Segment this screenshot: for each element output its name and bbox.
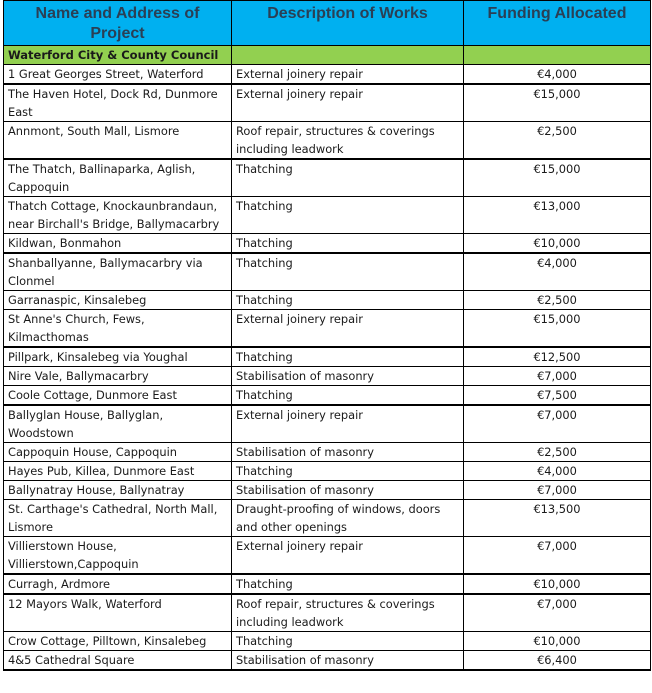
project-name: St Anne's Church, Fews, Kilmacthomas <box>4 310 232 348</box>
table-row <box>4 84 651 122</box>
funding-amount: €7,000 <box>464 405 651 443</box>
project-name: Ballyglan House, Ballyglan, Woodstown <box>4 405 232 443</box>
header-description: Description of Works <box>232 1 464 46</box>
project-name: Ballynatray House, Ballynatray <box>4 481 232 500</box>
table-row <box>4 386 651 406</box>
funding-amount: €6,400 <box>464 651 651 671</box>
works-description: Draught-proofing of windows, doors and other openings <box>232 500 464 537</box>
project-name: Crow Cottage, Pilltown, Kinsalebeg <box>4 632 232 651</box>
project-name: Villierstown House, Villierstown,Cappoquin <box>4 537 232 575</box>
works-description: Thatching <box>232 234 464 254</box>
funding-amount: €13,000 <box>464 197 651 234</box>
project-name: The Thatch, Ballinaparka, Aglish, Cappoquin <box>4 159 232 197</box>
table-row <box>4 651 651 671</box>
table-row <box>4 481 651 500</box>
project-name: Shanballyanne, Ballymacarbry via Clonmel <box>4 253 232 291</box>
works-description: External joinery repair <box>232 84 464 122</box>
funding-amount: €7,000 <box>464 367 651 386</box>
table-row <box>4 462 651 481</box>
table-row <box>4 574 651 594</box>
funding-amount: €2,500 <box>464 291 651 310</box>
funding-amount: €4,000 <box>464 253 651 291</box>
table-row <box>4 253 651 291</box>
works-description: Stabilisation of masonry <box>232 443 464 462</box>
header-row <box>4 1 651 46</box>
table-row <box>4 594 651 632</box>
project-name: Pillpark, Kinsalebeg via Youghal <box>4 347 232 367</box>
table-row <box>4 632 651 651</box>
table-row <box>4 234 651 254</box>
works-description: Stabilisation of masonry <box>232 367 464 386</box>
funding-amount: €10,000 <box>464 574 651 594</box>
project-name: Coole Cottage, Dunmore East <box>4 386 232 406</box>
funding-amount: €12,500 <box>464 347 651 367</box>
project-name: 12 Mayors Walk, Waterford <box>4 594 232 632</box>
works-description: External joinery repair <box>232 537 464 575</box>
funding-amount: €15,000 <box>464 310 651 348</box>
works-description: Thatching <box>232 386 464 406</box>
header-funding: Funding Allocated <box>464 1 651 46</box>
funding-amount: €13,500 <box>464 500 651 537</box>
project-name: Thatch Cottage, Knockaunbrandaun, near Birchall's Bridge, Ballymacarbry <box>4 197 232 234</box>
project-name: Curragh, Ardmore <box>4 574 232 594</box>
table-row <box>4 65 651 85</box>
works-description: Thatching <box>232 574 464 594</box>
project-name: Nire Vale, Ballymacarbry <box>4 367 232 386</box>
works-description: External joinery repair <box>232 405 464 443</box>
project-name: Annmont, South Mall, Lismore <box>4 122 232 160</box>
works-description: Thatching <box>232 197 464 234</box>
project-name: Kildwan, Bonmahon <box>4 234 232 254</box>
header-name-address: Name and Address of Project <box>4 1 232 46</box>
funding-amount: €4,000 <box>464 462 651 481</box>
funding-amount: €7,000 <box>464 537 651 575</box>
table-row <box>4 197 651 234</box>
table-row <box>4 367 651 386</box>
project-name: 1 Great Georges Street, Waterford <box>4 65 232 85</box>
works-description: External joinery repair <box>232 310 464 348</box>
table-row <box>4 122 651 160</box>
funding-table <box>3 0 651 671</box>
works-description: Thatching <box>232 253 464 291</box>
table-row <box>4 500 651 537</box>
works-description: Thatching <box>232 291 464 310</box>
council-empty-funding <box>464 46 651 65</box>
works-description: Stabilisation of masonry <box>232 651 464 671</box>
council-empty-description <box>232 46 464 65</box>
works-description: Stabilisation of masonry <box>232 481 464 500</box>
project-name: Hayes Pub, Killea, Dunmore East <box>4 462 232 481</box>
funding-amount: €15,000 <box>464 159 651 197</box>
works-description: External joinery repair <box>232 65 464 85</box>
table-row <box>4 310 651 348</box>
funding-amount: €2,500 <box>464 122 651 160</box>
project-name: Cappoquin House, Cappoquin <box>4 443 232 462</box>
project-name: 4&5 Cathedral Square <box>4 651 232 671</box>
funding-amount: €7,500 <box>464 386 651 406</box>
funding-amount: €10,000 <box>464 632 651 651</box>
funding-amount: €10,000 <box>464 234 651 254</box>
council-row <box>4 46 651 65</box>
works-description: Roof repair, structures & coverings including leadwork <box>232 122 464 160</box>
table-row <box>4 537 651 575</box>
table-row <box>4 443 651 462</box>
table-row <box>4 347 651 367</box>
works-description: Thatching <box>232 462 464 481</box>
project-name: The Haven Hotel, Dock Rd, Dunmore East <box>4 84 232 122</box>
funding-amount: €15,000 <box>464 84 651 122</box>
works-description: Roof repair, structures & coverings including leadwork <box>232 594 464 632</box>
funding-amount: €4,000 <box>464 65 651 85</box>
works-description: Thatching <box>232 347 464 367</box>
funding-amount: €2,500 <box>464 443 651 462</box>
funding-amount: €7,000 <box>464 594 651 632</box>
funding-amount: €7,000 <box>464 481 651 500</box>
table-row <box>4 405 651 443</box>
works-description: Thatching <box>232 159 464 197</box>
works-description: Thatching <box>232 632 464 651</box>
table-row <box>4 291 651 310</box>
council-name: Waterford City & County Council <box>4 46 232 65</box>
project-name: St. Carthage's Cathedral, North Mall, Lismore <box>4 500 232 537</box>
table-row <box>4 159 651 197</box>
project-name: Garranaspic, Kinsalebeg <box>4 291 232 310</box>
